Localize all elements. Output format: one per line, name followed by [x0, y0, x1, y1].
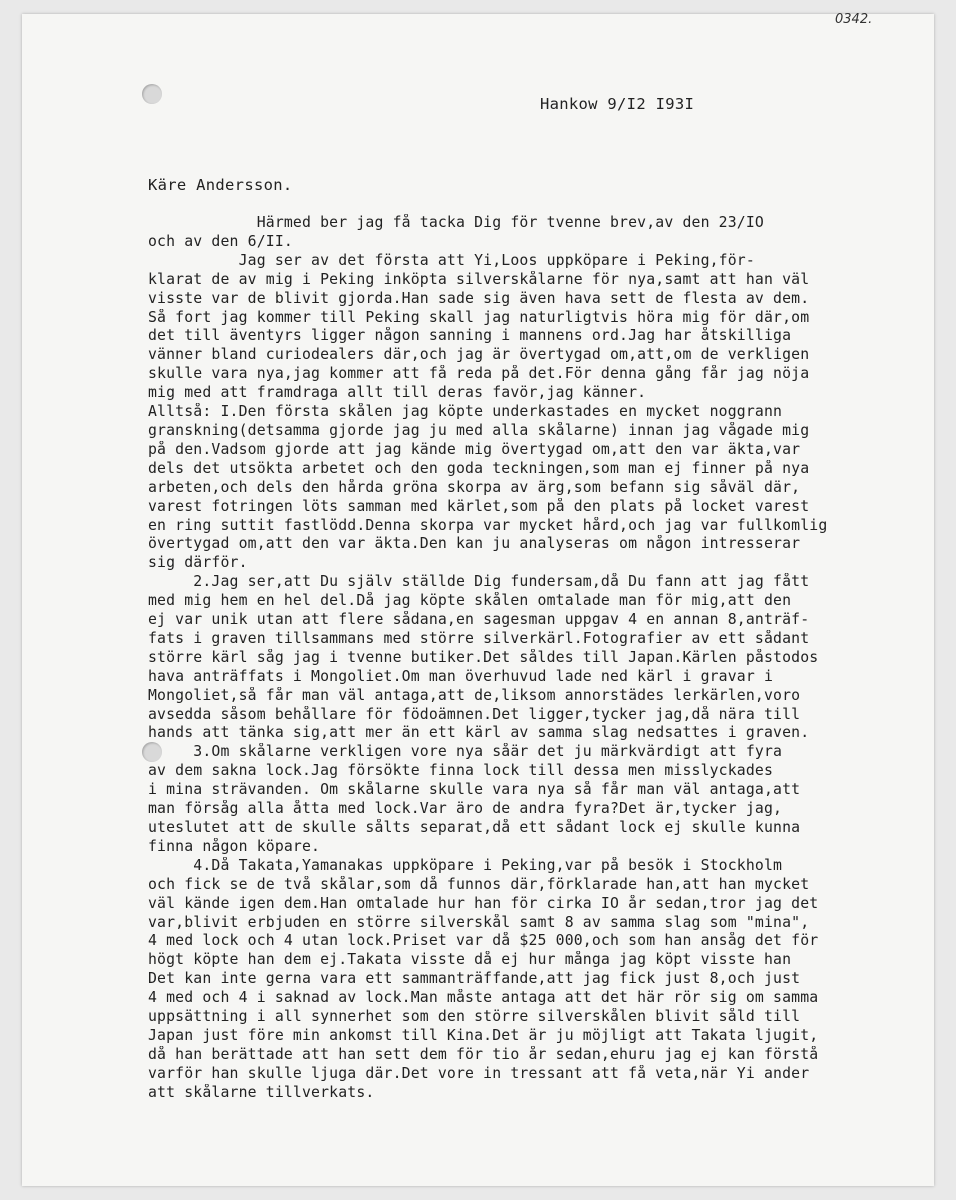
text-line: av dem sakna lock.Jag försökte finna lock till dessa men misslyckades — [148, 762, 774, 780]
text-line: klarat de av mig i Peking inköpta silverskålarne för nya,samt att han väl — [148, 270, 810, 288]
text-line: högt köpte han dem ej.Takata visste då ej hur många jag köpt visste han — [148, 951, 792, 969]
text-line: sig därför. — [148, 554, 248, 572]
text-line: en ring suttit fastlödd.Denna skorpa var mycket hård,och jag var fullkomlig — [148, 516, 828, 534]
text-line: arbeten,och dels den hårda gröna skorpa av ärg,som befann sig såväl där, — [148, 478, 801, 496]
text-line: det till äventyrs ligger någon sanning i mannens ord.Jag har åtskilliga — [148, 327, 792, 345]
text-line: var,blivit erbjuden en större silverskål samt 8 av samma slag som "mina", — [148, 913, 810, 931]
text-line: skulle vara nya,jag kommer att få reda på det.För denna gång får jag nöja — [148, 365, 810, 383]
archive-number: 0342. — [835, 12, 873, 27]
text-line: hands att tänka sig,att mer än ett kärl av samma slag nedsattes i graven. — [148, 724, 810, 742]
text-line: och av den 6/II. — [148, 232, 293, 250]
salutation: Käre Andersson. — [148, 176, 293, 194]
text-line: 2.Jag ser,att Du själv ställde Dig fundersam,då Du fann att jag fått — [148, 573, 810, 591]
text-line: finna någon köpare. — [148, 837, 321, 855]
text-line: med mig hem en hel del.Då jag köpte skålen omtalade man för mig,att den — [148, 592, 792, 610]
text-line: Japan just före min ankomst till Kina.Det är ju möjligt att Takata ljugit, — [148, 1026, 819, 1044]
text-line: Härmed ber jag få tacka Dig för tvenne brev,av den 23/IO — [148, 214, 764, 231]
text-line: granskning(detsamma gjorde jag ju med alla skålarne) innan jag vågade mig — [148, 421, 810, 439]
text-line: och fick se de två skålar,som då funnos där,förklarade han,att han mycket — [148, 875, 810, 893]
text-line: 4 med lock och 4 utan lock.Priset var då $25 000,och som han ansåg det för — [148, 932, 819, 950]
text-line: varest fotringen löts samman med kärlet,som på den plats på locket varest — [148, 497, 810, 515]
text-line: Mongoliet,så får man väl antaga,att de,liksom annorstädes lerkärlen,voro — [148, 686, 801, 704]
text-line: större kärl såg jag i tvenne butiker.Det såldes till Japan.Kärlen påstodos — [148, 648, 819, 666]
text-line: Det kan inte gerna vara ett sammanträffande,att jag fick just 8,och just — [148, 970, 801, 988]
text-line: vänner bland curiodealers där,och jag är övertygad om,att,om de verkligen — [148, 346, 810, 364]
text-line: man försåg alla åtta med lock.Var äro de andra fyra?Det är,tycker jag, — [148, 800, 783, 818]
text-line: i mina strävanden. Om skålarne skulle vara nya så får man väl antaga,att — [148, 781, 801, 799]
text-line: 4.Då Takata,Yamanakas uppköpare i Peking,var på besök i Stockholm — [148, 856, 783, 874]
text-line: dels det utsökta arbetet och den goda teckningen,som man ej finner på nya — [148, 459, 810, 477]
text-line: hava anträffats i Mongoliet.Om man överhuvud lade ned kärl i gravar i — [148, 667, 774, 685]
text-line: ej var unik utan att flere sådana,en sagesman uppgav 4 en annan 8,anträf- — [148, 611, 810, 629]
text-line: uteslutet att de skulle sålts separat,då ett sådant lock ej skulle kunna — [148, 819, 801, 836]
punch-hole — [142, 84, 162, 104]
text-line: övertygad om,att den var äkta.Den kan ju analyseras om någon intresserar — [148, 535, 801, 553]
text-line: på den.Vadsom gjorde att jag kände mig övertygad om,att den var äkta,var — [148, 440, 801, 458]
text-line: avsedda såsom behållare för födoämnen.Det ligger,tycker jag,då nära till — [148, 705, 801, 723]
text-line: Så fort jag kommer till Peking skall jag naturligtvis höra mig för där,om — [148, 308, 810, 326]
text-line: visste var de blivit gjorda.Han sade sig även hava sett de flesta av dem. — [148, 289, 810, 307]
text-line: varför han skulle ljuga där.Det vore in tressant att få veta,när Yi ander — [148, 1064, 810, 1082]
text-line: uppsättning i all synnerhet som den större silverskålen blivit såld till — [148, 1008, 801, 1026]
text-line: då han berättade att han sett dem för tio år sedan,ehuru jag ej kan förstå — [148, 1045, 819, 1063]
dateline: Hankow 9/I2 I93I — [540, 95, 695, 113]
text-line: fats i graven tillsammans med större silverkärl.Fotografier av ett sådant — [148, 629, 810, 647]
text-line: mig med att framdraga allt till deras favör,jag känner. — [148, 384, 647, 402]
letter-body — [148, 214, 908, 1103]
text-line: att skålarne tillverkats. — [148, 1083, 375, 1101]
text-line: väl kände igen dem.Han omtalade hur han för cirka IO år sedan,tror jag det — [148, 894, 819, 912]
text-line: 4 med och 4 i saknad av lock.Man måste antaga att det här rör sig om samma — [148, 989, 819, 1007]
text-line: 3.Om skålarne verkligen vore nya såär det ju märkvärdigt att fyra — [148, 743, 783, 761]
text-line: Jag ser av det första att Yi,Loos uppköpare i Peking,för- — [148, 251, 755, 269]
text-line: Alltså: I.Den första skålen jag köpte underkastades en mycket noggrann — [148, 403, 783, 421]
